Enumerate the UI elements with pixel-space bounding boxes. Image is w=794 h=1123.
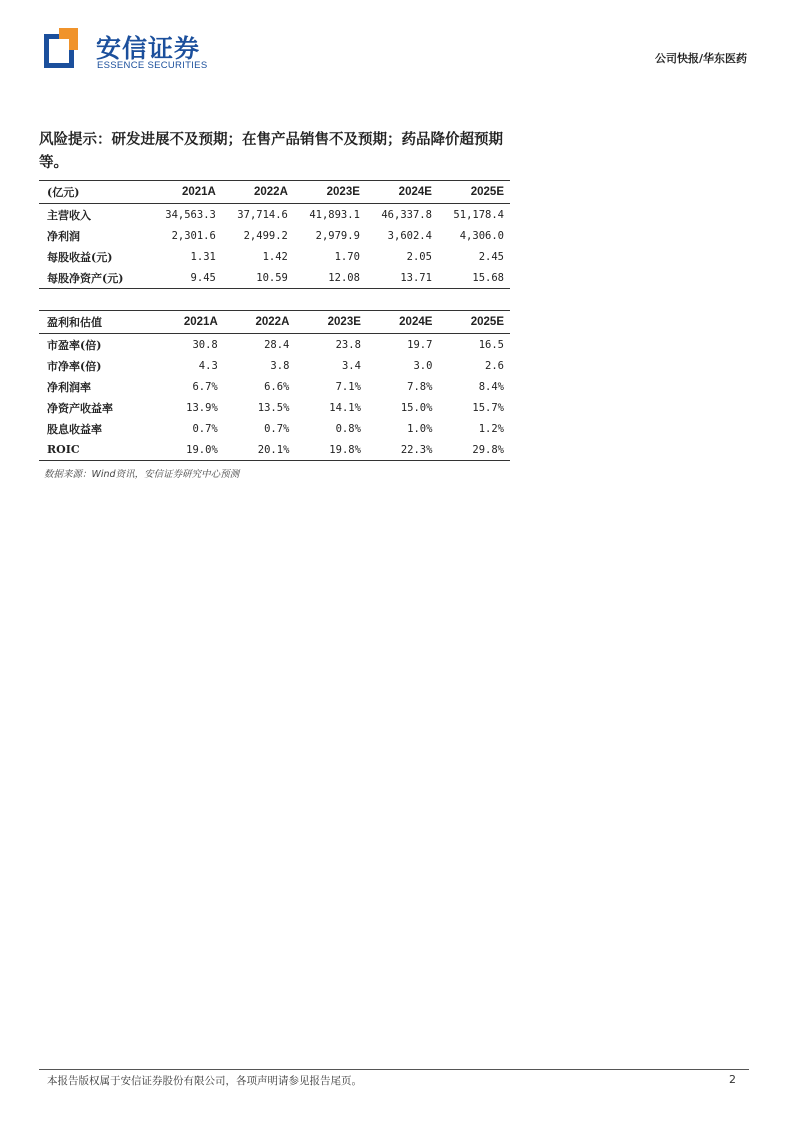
table-header-cell: 2022A <box>222 181 294 204</box>
row-label: 市净率(倍) <box>47 359 102 373</box>
table-cell: 29.8% <box>438 439 510 461</box>
table-cell: 13.71 <box>366 267 438 289</box>
table-cell: 2,301.6 <box>171 229 216 242</box>
row-label: 净利润率 <box>47 380 91 394</box>
table-cell: 22.3% <box>367 439 439 461</box>
table-header-row <box>39 181 510 204</box>
table-header-row <box>39 311 510 334</box>
table-cell: 1.0% <box>407 422 433 435</box>
copyright-notice: 本报告版权属于安信证券股份有限公司，各项声明请参见报告尾页。 <box>47 1075 362 1087</box>
table-cell: 0.8% <box>335 422 361 435</box>
table-cell: 7.1% <box>335 380 361 393</box>
table-cell: 0.7% <box>264 422 290 435</box>
table-header-cell: 盈利和估值 <box>39 311 152 334</box>
data-source-note: 数据来源：Wind资讯，安信证券研究中心预测 <box>44 469 240 480</box>
table-cell: 30.8 <box>192 338 218 351</box>
table-row <box>39 246 510 267</box>
table-cell: 0.7% <box>192 422 218 435</box>
table-cell: 6.6% <box>264 380 290 393</box>
logo-chinese-name: 安信证券 <box>96 34 201 63</box>
table-cell: 6.7% <box>192 380 218 393</box>
row-label: 每股收益(元) <box>47 250 113 264</box>
table-row <box>39 439 510 461</box>
table-cell: 15.7% <box>472 401 504 414</box>
table-header-cell: 2024E <box>367 311 439 334</box>
table-cell: 4,306.0 <box>459 229 504 242</box>
table-row <box>39 204 510 226</box>
table-cell: 20.1% <box>224 439 296 461</box>
row-label: 股息收益率 <box>47 422 102 436</box>
table-cell: 12.08 <box>294 267 366 289</box>
table-row <box>39 267 510 289</box>
table-cell: 3.0 <box>413 359 433 372</box>
table-header-cell: 2022A <box>224 311 296 334</box>
table-row <box>39 334 510 356</box>
table-cell: 19.0% <box>152 439 224 461</box>
table-header-cell: 2025E <box>438 311 510 334</box>
table-cell: 1.70 <box>334 250 360 263</box>
table-header-cell: 2024E <box>366 181 438 204</box>
row-label: 净利润 <box>47 229 80 243</box>
table-cell: 7.8% <box>407 380 433 393</box>
row-label: 净资产收益率 <box>47 401 113 415</box>
table-cell: 2.05 <box>406 250 432 263</box>
table-cell: 3,602.4 <box>387 229 432 242</box>
table-header-cell: (亿元) <box>39 181 150 204</box>
table-cell: 3.4 <box>341 359 361 372</box>
table-cell: 15.0% <box>400 401 433 414</box>
table-row <box>39 418 510 439</box>
table-cell: 9.45 <box>150 267 222 289</box>
financial-summary-table <box>39 180 510 289</box>
table-cell: 2.45 <box>478 250 504 263</box>
table-header-cell: 2025E <box>438 181 510 204</box>
table-cell: 16.5 <box>478 338 504 351</box>
table-cell: 34,563.3 <box>165 208 216 221</box>
table-row <box>39 225 510 246</box>
table-header-cell: 2021A <box>152 311 224 334</box>
table-cell: 2,499.2 <box>243 229 288 242</box>
row-label: 主营收入 <box>47 208 91 222</box>
table-cell: 4.3 <box>198 359 218 372</box>
row-label: 市盈率(倍) <box>47 338 102 352</box>
logo-english-name: ESSENCE SECURITIES <box>97 60 208 71</box>
table-cell: 37,714.6 <box>237 208 288 221</box>
table-header-cell: 2023E <box>295 311 367 334</box>
logo-icon <box>44 28 78 70</box>
risk-warning: 风险提示：研发进展不及预期；在售产品销售不及预期；药品降价超预期等。 <box>39 131 503 171</box>
table-cell: 19.8% <box>295 439 367 461</box>
table-cell: 3.8 <box>270 359 290 372</box>
table-cell: 15.68 <box>438 267 510 289</box>
table-cell: 1.31 <box>190 250 216 263</box>
table-cell: 1.2% <box>478 422 504 435</box>
table-cell: 46,337.8 <box>381 208 432 221</box>
row-label: 每股净资产(元) <box>39 267 150 289</box>
table-cell: 28.4 <box>264 338 290 351</box>
table-cell: 8.4% <box>478 380 504 393</box>
table-cell: 2.6 <box>485 359 504 372</box>
row-label: ROIC <box>39 439 152 461</box>
company-logo <box>44 28 244 74</box>
table-header-cell: 2021A <box>150 181 222 204</box>
report-type: 公司快报/华东医药 <box>654 52 747 65</box>
table-cell: 1.42 <box>262 250 288 263</box>
table-row <box>39 397 510 418</box>
table-header-cell: 2023E <box>294 181 366 204</box>
footer-divider <box>39 1069 749 1070</box>
page-number: 2 <box>729 1073 736 1086</box>
table-cell: 10.59 <box>222 267 294 289</box>
table-cell: 51,178.4 <box>453 208 504 221</box>
table-cell: 13.9% <box>186 401 218 414</box>
table-row <box>39 376 510 397</box>
table-cell: 14.1% <box>329 401 361 414</box>
table-cell: 41,893.1 <box>309 208 360 221</box>
table-cell: 13.5% <box>257 401 290 414</box>
table-row <box>39 355 510 376</box>
valuation-table <box>39 310 510 461</box>
table-cell: 2,979.9 <box>315 229 360 242</box>
table-cell: 23.8 <box>335 338 361 351</box>
table-cell: 19.7 <box>407 338 433 351</box>
